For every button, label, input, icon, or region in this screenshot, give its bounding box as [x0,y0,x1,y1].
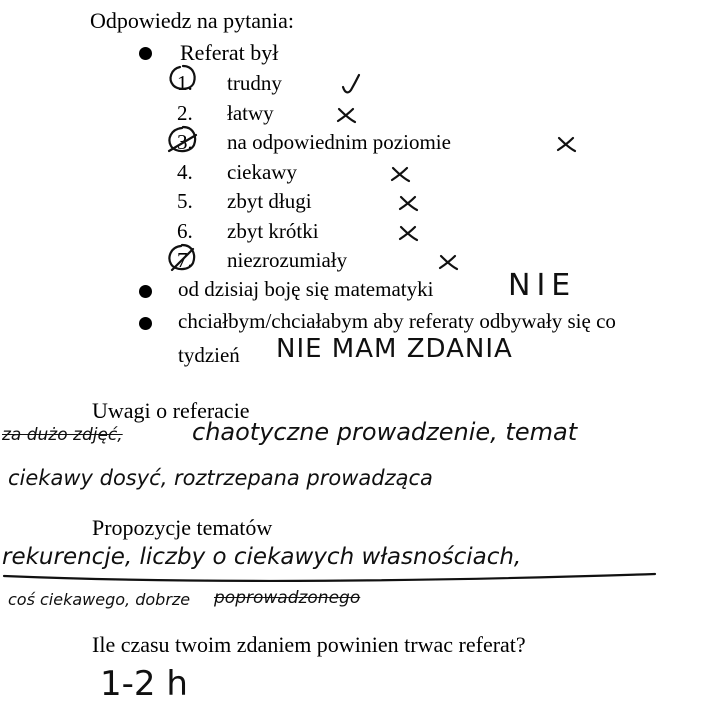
form-header: Odpowiedz na pytania: [90,8,295,33]
bullet [139,285,152,298]
option-number: 6. [177,219,193,243]
remarks-line-1: chaotyczne prowadzenie, temat [192,418,578,446]
option-text: ciekawy [227,160,297,184]
option-text: na odpowiednim poziomie [227,130,451,154]
check-mark-icon [339,73,365,97]
cross-mark-icon [397,191,423,215]
option-text: trudny [227,71,282,95]
bullet [139,317,152,330]
remarks-heading: Uwagi o referacie [92,398,250,423]
question-3-label-line2: tydzień [178,343,240,367]
option-number: 1. [177,71,193,95]
question-2-answer: NIE [508,268,577,303]
circle-mark-option-3 [166,123,200,157]
topics-line-2: coś ciekawego, dobrze [8,590,191,609]
duration-answer: 1-2 h [100,664,188,704]
option-number: 3. [177,130,193,154]
option-text: zbyt długi [227,189,312,213]
cross-mark-icon [335,103,361,127]
option-number: 5. [177,189,193,213]
option-text: zbyt krótki [227,219,319,243]
option-text: łatwy [227,101,274,125]
option-number: 2. [177,101,193,125]
topics-heading: Propozycje tematów [92,515,273,540]
remarks-struck-text: za dużo zdjęć, [2,425,123,445]
duration-question: Ile czasu twoim zdaniem powinien trwac referat? [92,632,526,657]
question-2-label: od dzisiaj boję się matematyki [178,277,434,301]
circle-mark-option-1 [168,63,198,93]
circle-mark-option-7 [166,241,200,275]
cross-mark-icon [555,132,581,156]
topics-underline [0,568,660,588]
cross-mark-icon [389,162,415,186]
topics-line-1: rekurencje, liczby o ciekawych własnościach, [2,544,522,570]
question-1-label: Referat był [180,40,279,65]
option-number: 4. [177,160,193,184]
question-3-label-line1: chciałbym/chciałabym aby referaty odbywały się co [178,309,616,333]
cross-mark-icon [397,221,423,245]
cross-mark-icon [437,250,463,274]
remarks-line-2: ciekawy dosyć, roztrzepana prowadząca [8,466,433,490]
option-number: 7. [177,248,193,272]
topics-struck-text: poprowadzonego [214,588,361,608]
bullet [139,47,152,60]
question-3-answer: NIE MAM ZDANIA [276,334,513,364]
option-text: niezrozumiały [227,248,348,272]
